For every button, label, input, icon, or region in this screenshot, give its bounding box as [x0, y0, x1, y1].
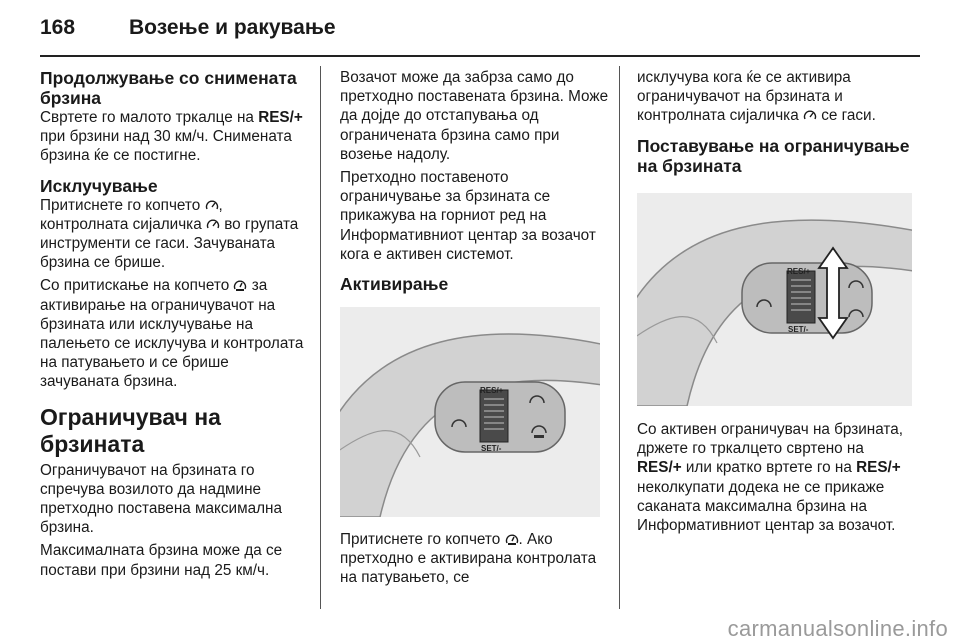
- header-divider: [40, 55, 920, 57]
- paragraph: Со активен ограничувач на брзината, држете го тркалцето свртено на RES/+ или кратко вртете го на RES/+ неколкупати додека не се прикаже саканата максимална брзина на Информативниот центар за возачот.: [637, 421, 904, 535]
- paragraph: Претходно поставеното ограничување за брзината се прикажува на горниот ред на Информативниот центар за возачот кога е активен системот.: [340, 169, 596, 263]
- column-divider: [619, 66, 620, 609]
- heading-resume-speed: Продолжување со снимената брзина: [40, 68, 297, 108]
- paragraph: Притиснете го копчето , контролната сијаличка во групата инструменти се гаси. Зачуваната брзина се брише.: [40, 196, 299, 272]
- set-label: SET/-: [481, 444, 502, 453]
- set-label: SET/-: [788, 325, 809, 334]
- heading-setting-limit: Поставување на ограничување на брзината: [637, 135, 910, 176]
- paragraph: Свртете го малото тркалце на RES/+ при брзини над 30 км/ч. Снимената брзина ќе се постигне.: [40, 109, 303, 165]
- paragraph: Возачот може да забрза само до претходно поставената брзина. Може да дојде до отстапувања од ограничената брзина само при возење надолу.: [340, 69, 609, 163]
- res-label: RES/+: [787, 267, 811, 276]
- paragraph: Максималната брзина може да се постави при брзини над 25 км/ч.: [40, 542, 283, 579]
- paragraph: Со притискање на копчето за активирање на ограничувачот на брзината или исклучување на палењето се исклучува и контролата на патувањето и се брише зачуваната брзина.: [40, 277, 304, 391]
- paragraph: Ограничувачот на брзината го спречува возилото да надмине претходно поставена максимална брзина.: [40, 461, 283, 537]
- heading-switch-off: Исклучување: [40, 175, 158, 196]
- cruise-control-icon: [206, 217, 220, 231]
- res-label: RES/+: [480, 386, 504, 395]
- column-2-bottom: [340, 530, 610, 592]
- column-3: [637, 68, 911, 176]
- page-title: Возење и ракување: [129, 16, 336, 39]
- paragraph: Притиснете го копчето . Ако претходно е активирана контролата на патувањето, се: [340, 531, 597, 587]
- column-1: [40, 68, 312, 584]
- column-divider: [320, 66, 321, 609]
- speed-limiter-icon: [233, 278, 247, 292]
- steering-wheel-illustration: [340, 307, 600, 517]
- speed-limiter-icon: [505, 532, 519, 546]
- heading-speed-limiter: Ограничувач на брзината: [40, 403, 221, 457]
- page-number: 168: [40, 16, 76, 39]
- paragraph: исклучува кога ќе се активира ограничувачот на брзината и контролната сијаличка се гаси.: [637, 69, 876, 125]
- column-3-bottom: [637, 420, 911, 539]
- heading-activation: Активирање: [340, 274, 449, 295]
- page-header: [40, 14, 920, 50]
- steering-wheel-illustration: [637, 193, 912, 406]
- watermark: carmanualsonline.info: [727, 616, 948, 641]
- cruise-control-icon: [205, 198, 219, 212]
- column-2: [340, 68, 610, 294]
- cruise-control-icon: [803, 108, 817, 122]
